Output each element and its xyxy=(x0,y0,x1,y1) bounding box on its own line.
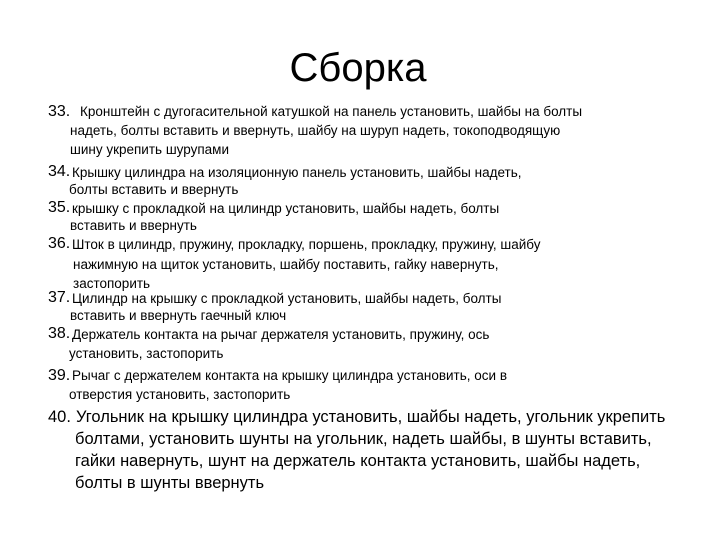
item-text-line: установить, застопорить xyxy=(69,346,224,361)
item-text-line: нажимную на щиток установить, шайбу поставить, гайку навернуть, xyxy=(73,257,499,272)
item-text-line: болты вставить и ввернуть xyxy=(69,182,239,197)
item-number: 33. xyxy=(48,103,71,120)
item-text-line: застопорить xyxy=(73,276,151,291)
item-text-line: Крышку цилиндра на изоляционную панель установить, шайбы надеть, xyxy=(72,165,522,180)
item-number: 37. xyxy=(48,289,71,306)
slide-title: Сборка xyxy=(289,46,427,90)
item-number: 34. xyxy=(48,163,71,180)
item-text-line: вставить и ввернуть гаечный ключ xyxy=(70,308,287,323)
item-text-line: вставить и ввернуть xyxy=(70,218,197,233)
item-text-line: шину укрепить шурупами xyxy=(70,142,229,157)
item-text-line: Рычаг с держателем контакта на крышку цилиндра установить, оси в xyxy=(72,368,507,383)
item-text-line: отверстия установить, застопорить xyxy=(69,387,291,402)
item-number: 39. xyxy=(48,367,71,384)
item-text-line: болтами, установить шунты на угольник, надеть шайбы, в шунты вставить, xyxy=(75,430,652,448)
item-text-line: гайки навернуть, шунт на держатель контакта установить, шайбы надеть, xyxy=(75,452,641,470)
item-text-line: болты в шунты ввернуть xyxy=(75,474,265,492)
item-text-line: крышку с прокладкой на цилиндр установить, шайбы надеть, болты xyxy=(72,201,500,216)
item-text-line: Шток в цилиндр, пружину, прокладку, поршень, прокладку, пружину, шайбу xyxy=(72,237,541,252)
item-text-line: Держатель контакта на рычаг держателя установить, пружину, ось xyxy=(72,327,490,342)
item-text-line: Угольник на крышку цилиндра установить, шайбы надеть, угольник укрепить xyxy=(76,408,666,426)
item-number: 40. xyxy=(48,408,71,426)
item-number: 36. xyxy=(48,235,71,252)
item-text-line: Кронштейн с дугогасительной катушкой на панель установить, шайбы на болты xyxy=(80,104,583,119)
item-text-line: Цилиндр на крышку с прокладкой установить, шайбы надеть, болты xyxy=(72,291,502,306)
item-number: 35. xyxy=(48,199,71,216)
item-number: 38. xyxy=(48,325,71,342)
item-text-line: надеть, болты вставить и ввернуть, шайбу на шуруп надеть, токоподводящую xyxy=(70,123,561,138)
